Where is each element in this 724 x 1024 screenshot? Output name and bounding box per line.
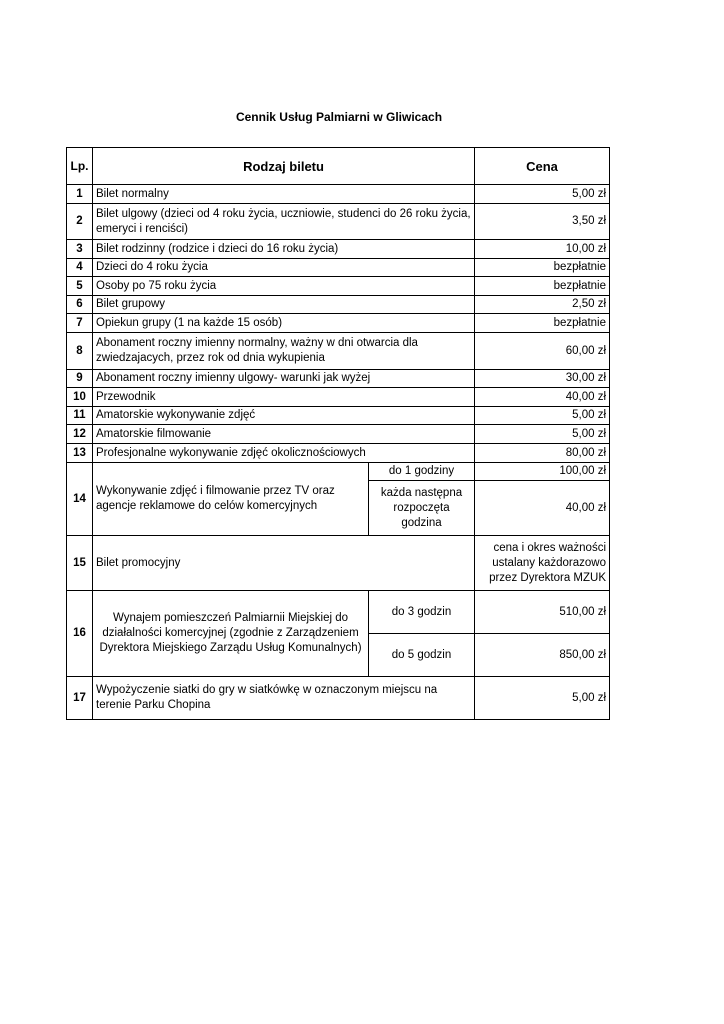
table-row [67, 204, 610, 240]
row-number: 11 [67, 407, 93, 425]
row-description: Osoby po 75 roku życia [93, 277, 475, 296]
row-description: Wypożyczenie siatki do gry w siatkówkę w oznaczonym miejscu na terenie Parku Chopina [93, 677, 475, 720]
table-row [67, 444, 610, 463]
row-number: 15 [67, 536, 93, 591]
row-number: 3 [67, 240, 93, 259]
row-price: 5,00 zł [475, 185, 610, 204]
row-number: 9 [67, 370, 93, 388]
row-price: cena i okres ważności ustalany każdorazowo przez Dyrektora MZUK [475, 536, 610, 591]
row-price: 30,00 zł [475, 370, 610, 388]
row-period: każda następna rozpoczęta godzina [369, 481, 475, 536]
row-price: 2,50 zł [475, 296, 610, 314]
row-description: Bilet ulgowy (dzieci od 4 roku życia, uczniowie, studenci do 26 roku życia, emeryci i renciści) [93, 204, 475, 240]
table-row [67, 536, 610, 591]
row-price: 5,00 zł [475, 407, 610, 425]
table-row [67, 240, 610, 259]
table-row [67, 314, 610, 333]
row-description: Profesjonalne wykonywanie zdjęć okolicznościowych [93, 444, 475, 463]
header-type: Rodzaj biletu [93, 148, 475, 185]
row-period: do 5 godzin [369, 634, 475, 677]
price-table [66, 147, 610, 720]
row-price: 5,00 zł [475, 677, 610, 720]
row-description: Dzieci do 4 roku życia [93, 259, 475, 277]
table-row [67, 296, 610, 314]
table-row [67, 259, 610, 277]
row-price: 100,00 zł [475, 463, 610, 481]
row-price: 80,00 zł [475, 444, 610, 463]
row-description: Bilet rodzinny (rodzice i dzieci do 16 roku życia) [93, 240, 475, 259]
row-number: 1 [67, 185, 93, 204]
table-row [67, 370, 610, 388]
row-description: Amatorskie wykonywanie zdjęć [93, 407, 475, 425]
row-description: Bilet grupowy [93, 296, 475, 314]
header-lp: Lp. [67, 148, 93, 185]
page-title: Cennik Usług Palmiarni w Gliwicach [235, 110, 443, 124]
row-price: 60,00 zł [475, 333, 610, 370]
row-description: Wykonywanie zdjęć i filmowanie przez TV oraz agencje reklamowe do celów komercyjnych [93, 463, 369, 536]
table-row [67, 333, 610, 370]
row-number: 12 [67, 425, 93, 444]
row-number: 4 [67, 259, 93, 277]
row-number: 14 [67, 463, 93, 536]
row-number: 8 [67, 333, 93, 370]
table-row [67, 463, 610, 481]
table-row [67, 677, 610, 720]
row-price: 40,00 zł [475, 481, 610, 536]
table-row [67, 185, 610, 204]
row-number: 5 [67, 277, 93, 296]
row-description: Opiekun grupy (1 na każde 15 osób) [93, 314, 475, 333]
table-row [67, 407, 610, 425]
row-number: 16 [67, 591, 93, 677]
row-description: Abonament roczny imienny normalny, ważny w dni otwarcia dla zwiedzajacych, przez rok od dnia wykupienia [93, 333, 475, 370]
row-price: 5,00 zł [475, 425, 610, 444]
row-price: 850,00 zł [475, 634, 610, 677]
row-price: bezpłatnie [475, 314, 610, 333]
row-description: Przewodnik [93, 388, 475, 407]
row-period: do 3 godzin [369, 591, 475, 634]
row-price: 3,50 zł [475, 204, 610, 240]
row-description: Wynajem pomieszczeń Palmiarnii Miejskiej do działalności komercyjnej (zgodnie z Zarządzeniem Dyrektora Miejskiego Zarządu Usług Komunalnych) [93, 591, 369, 677]
row-description: Bilet promocyjny [93, 536, 475, 591]
row-description: Amatorskie filmowanie [93, 425, 475, 444]
row-number: 7 [67, 314, 93, 333]
row-description: Abonament roczny imienny ulgowy- warunki jak wyżej [93, 370, 475, 388]
row-number: 13 [67, 444, 93, 463]
row-number: 6 [67, 296, 93, 314]
row-period: do 1 godziny [369, 463, 475, 481]
header-row [67, 148, 610, 185]
row-number: 17 [67, 677, 93, 720]
row-price: 510,00 zł [475, 591, 610, 634]
table-row [67, 425, 610, 444]
table-row [67, 277, 610, 296]
row-price: 40,00 zł [475, 388, 610, 407]
header-price: Cena [475, 148, 610, 185]
row-price: bezpłatnie [475, 277, 610, 296]
row-number: 2 [67, 204, 93, 240]
row-description: Bilet normalny [93, 185, 475, 204]
table-row [67, 591, 610, 634]
row-number: 10 [67, 388, 93, 407]
table-row [67, 388, 610, 407]
row-price: 10,00 zł [475, 240, 610, 259]
row-price: bezpłatnie [475, 259, 610, 277]
